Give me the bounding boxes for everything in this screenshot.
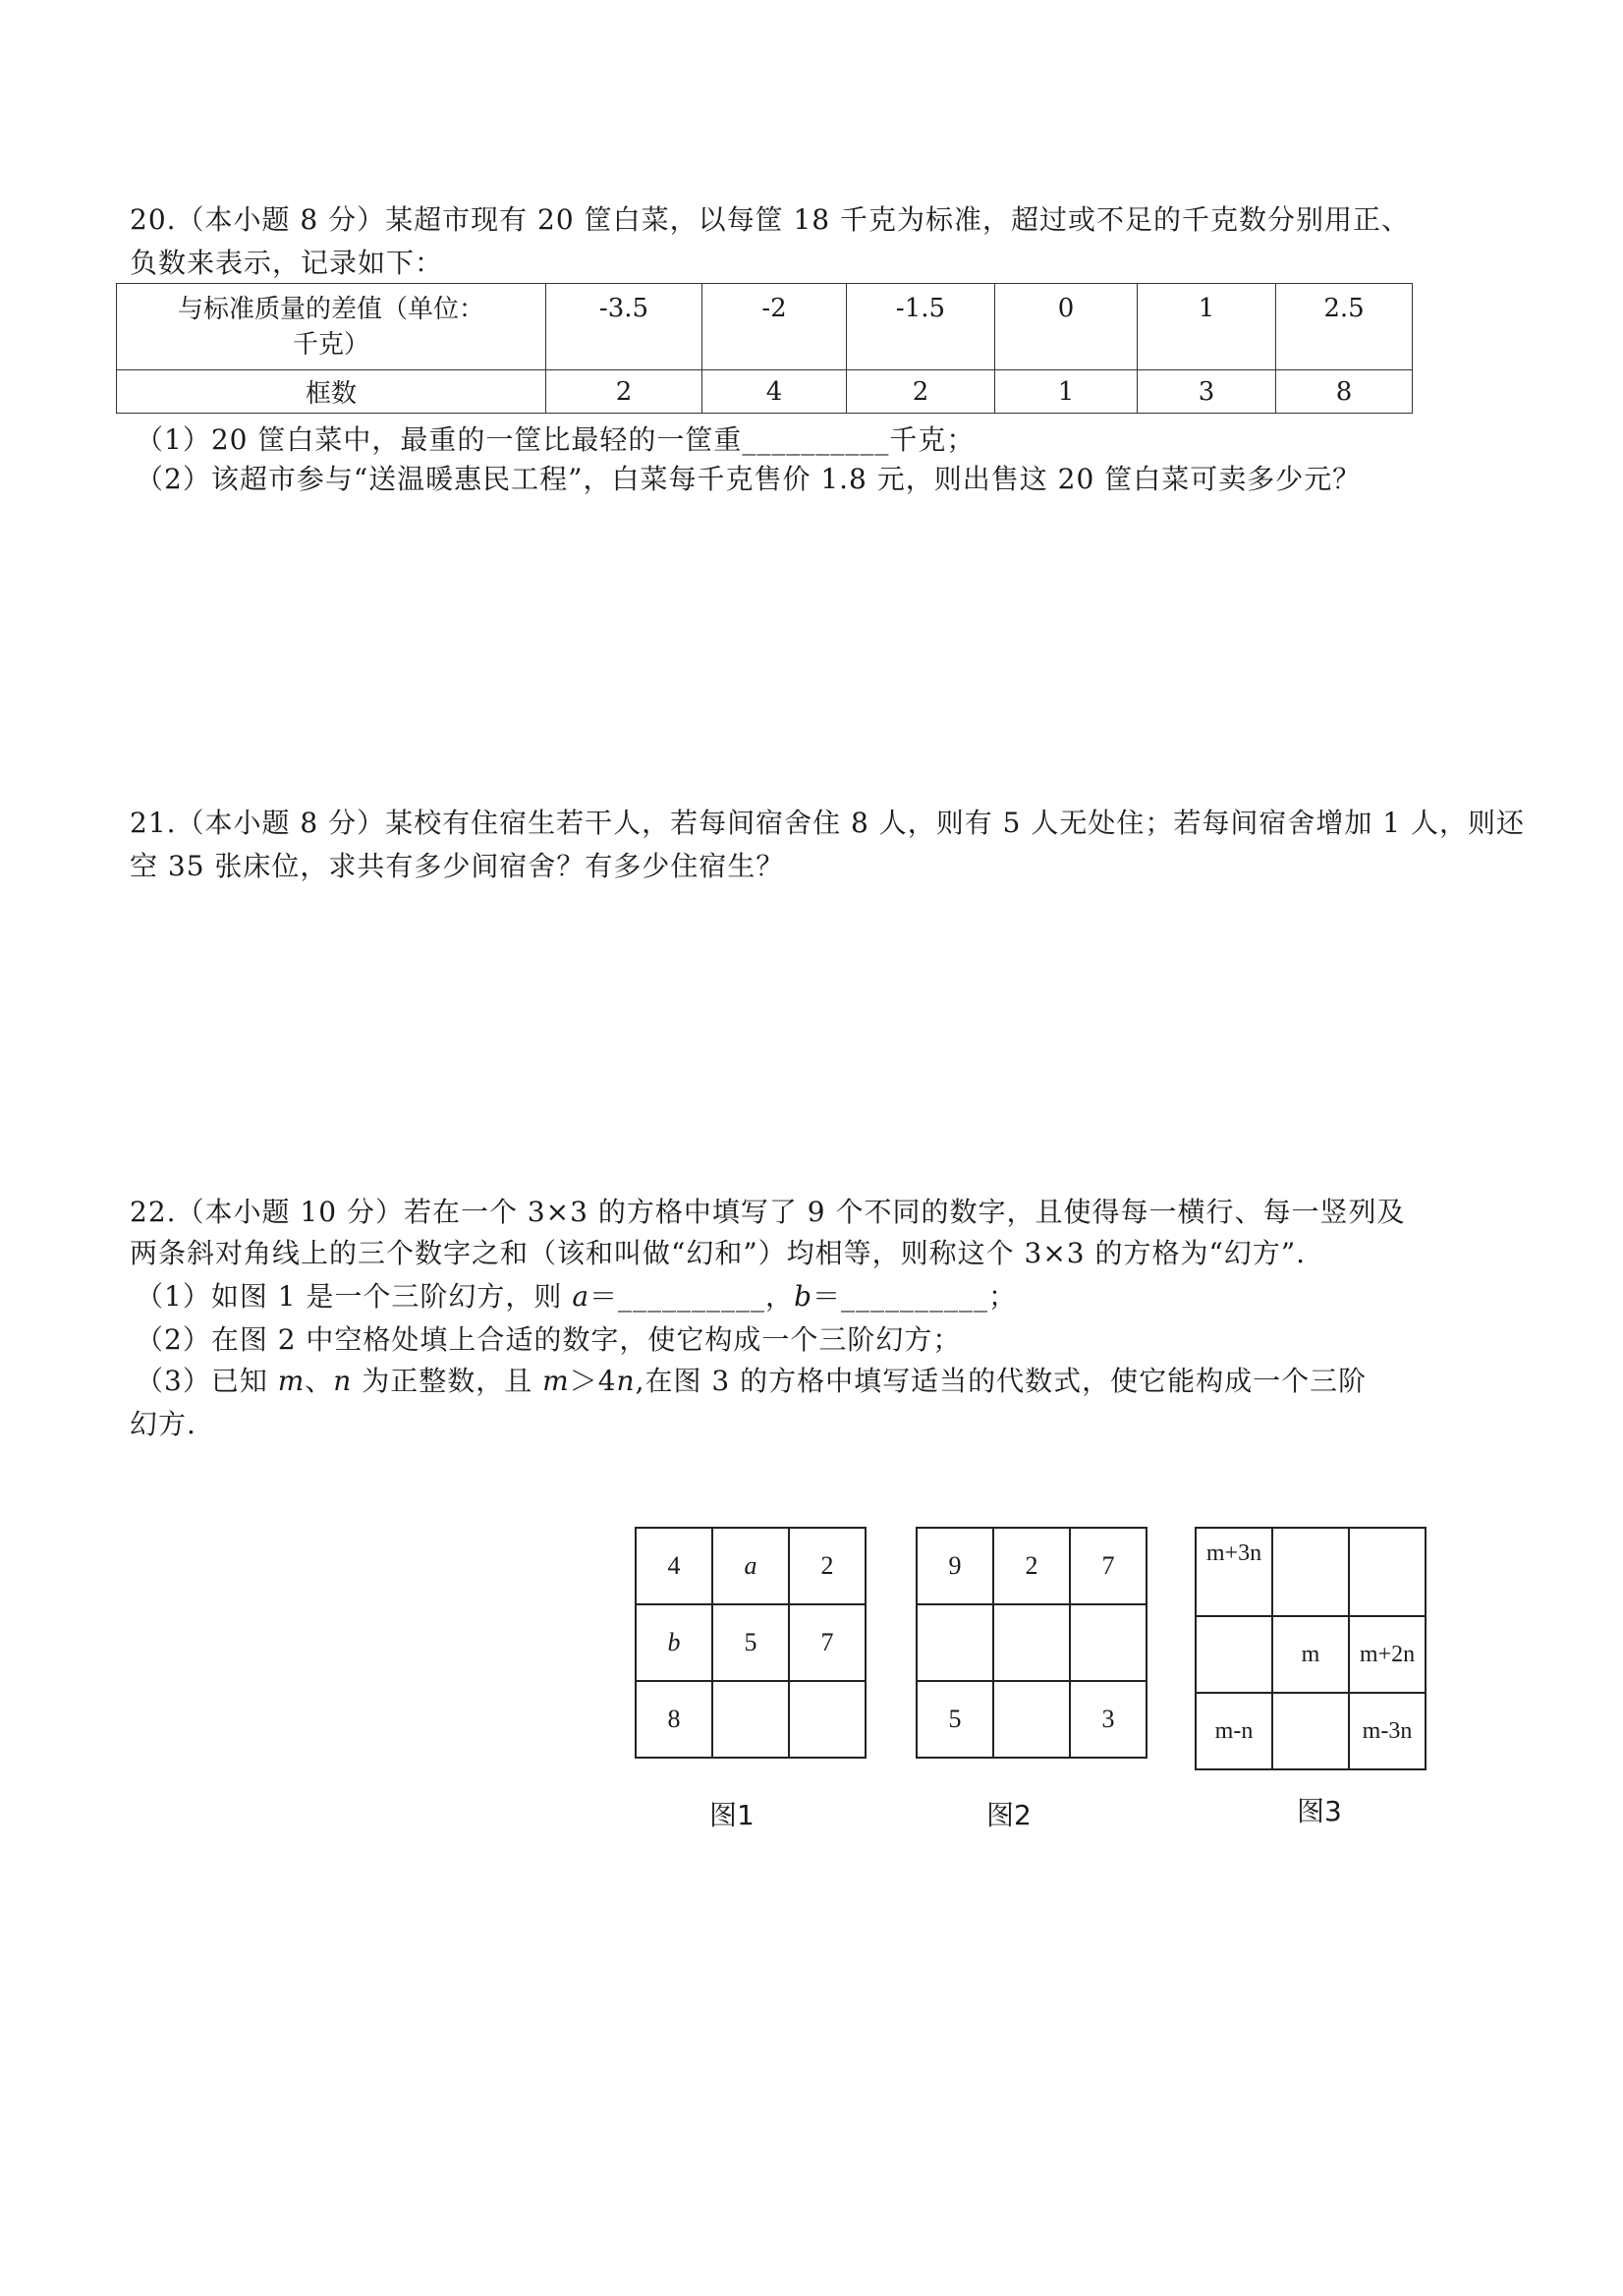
fig1-cell: 2 (789, 1528, 866, 1604)
fig3-cell: m+3n (1196, 1528, 1272, 1616)
fig3-cell: m-n (1196, 1693, 1272, 1769)
table-diff-cell: 0 (995, 284, 1138, 370)
fig3-cell (1272, 1528, 1349, 1616)
q20-part2: （2）该超市参与“送温暖惠民工程”，白菜每千克售价 1.8 元，则出售这 20 筐白菜可卖多少元？ (136, 463, 1362, 495)
q20-part1: （1）20 筐白菜中，最重的一筐比最轻的一筐重__________千克； (136, 423, 976, 456)
fig1-cell: 4 (636, 1528, 712, 1604)
q20-line1: 20.（本小题 8 分）某超市现有 20 筐白菜，以每筐 18 千克为标准，超过或不足的千克数分别用正、 (130, 203, 1411, 236)
q22-part3-text-d: ＞4 (569, 1365, 617, 1397)
table-diff-cell: 2.5 (1276, 284, 1413, 370)
table-header-label-line1: 与标准质量的差值（单位： (177, 294, 484, 324)
fig1-cell: 8 (636, 1681, 712, 1758)
q22-part3 (136, 1362, 1367, 1401)
fig3-cell: m+2n (1349, 1616, 1426, 1693)
fig1-caption: 图1 (709, 1799, 755, 1831)
fig1-cell: b (636, 1604, 712, 1681)
q21-line1: 21.（本小题 8 分）某校有住宿生若干人，若每间宿舍住 8 人，则有 5 人无处住；若每间宿舍增加 1 人，则还 (130, 807, 1525, 839)
table-count-cell: 2 (847, 370, 995, 414)
table-diff-cell: -2 (702, 284, 847, 370)
fig3-cell (1196, 1616, 1272, 1693)
magic-square-fig2 (916, 1527, 1147, 1759)
fig2-caption: 图2 (986, 1799, 1032, 1831)
fig3-cell: m (1272, 1616, 1349, 1693)
magic-square-fig3 (1195, 1527, 1427, 1770)
fig2-cell: 3 (1070, 1681, 1147, 1758)
fig2-cell: 5 (917, 1681, 993, 1758)
q22-part2: （2）在图 2 中空格处填上合适的数字，使它构成一个三阶幻方； (136, 1323, 962, 1356)
q21-line2: 空 35 张床位，求共有多少间宿舍？有多少住宿生？ (130, 850, 785, 882)
table-diff-cell: -3.5 (546, 284, 702, 370)
q22-part1-text-b: ＝__________， (589, 1280, 795, 1313)
var-b: b (794, 1280, 812, 1313)
fig2-cell (1070, 1604, 1147, 1681)
fig3-cell (1272, 1693, 1349, 1769)
var-m: m (277, 1365, 306, 1397)
q22-part3-text-b: 、 (305, 1365, 334, 1397)
fig1-cell (712, 1681, 789, 1758)
fig2-cell (993, 1681, 1070, 1758)
fig2-cell (917, 1604, 993, 1681)
q22-part3-text-a: （3）已知 (136, 1365, 278, 1397)
table-count-cell: 3 (1138, 370, 1276, 414)
var-n: n (333, 1365, 353, 1397)
var-a: a (572, 1280, 590, 1313)
q22-part1-text-c: ＝__________； (812, 1280, 1018, 1313)
table-count-cell: 4 (702, 370, 847, 414)
q22-part3-line2: 幻方. (130, 1408, 196, 1440)
q22-part3-text-c: 为正整数，且 (352, 1365, 543, 1397)
fig2-cell: 9 (917, 1528, 993, 1604)
table-diff-cell: -1.5 (847, 284, 995, 370)
fig2-cell (993, 1604, 1070, 1681)
table-count-cell: 1 (995, 370, 1138, 414)
q22-part1 (136, 1277, 1017, 1316)
fig2-cell: 7 (1070, 1528, 1147, 1604)
fig1-cell: 7 (789, 1604, 866, 1681)
table-count-cell: 2 (546, 370, 702, 414)
fig3-caption: 图3 (1297, 1795, 1342, 1827)
table-header-label (117, 284, 546, 370)
var-m: m (542, 1365, 570, 1397)
fig3-cell (1349, 1528, 1426, 1616)
fig3-cell: m-3n (1349, 1693, 1426, 1769)
fig1-cell (789, 1681, 866, 1758)
table-header-label-line2: 千克） (292, 329, 369, 360)
magic-square-fig1 (635, 1527, 867, 1759)
q22-line1: 22.（本小题 10 分）若在一个 3×3 的方格中填写了 9 个不同的数字，且使得每一横行、每一竖列及 (130, 1196, 1406, 1228)
table-count-cell: 8 (1276, 370, 1413, 414)
fig2-cell: 2 (993, 1528, 1070, 1604)
q20-table (116, 283, 1413, 414)
table-diff-cell: 1 (1138, 284, 1276, 370)
q22-part1-text-a: （1）如图 1 是一个三阶幻方，则 (136, 1280, 573, 1313)
fig1-cell: 5 (712, 1604, 789, 1681)
table-count-label: 框数 (117, 370, 546, 414)
var-n: n (616, 1365, 636, 1397)
q20-line2: 负数来表示，记录如下： (130, 247, 444, 279)
fig1-cell: a (712, 1528, 789, 1604)
q22-part3-text-e: ,在图 3 的方格中填写适当的代数式，使它能构成一个三阶 (635, 1365, 1368, 1397)
q22-line2: 两条斜对角线上的三个数字之和（该和叫做“幻和”）均相等，则称这个 3×3 的方格为“幻方”. (130, 1237, 1307, 1269)
